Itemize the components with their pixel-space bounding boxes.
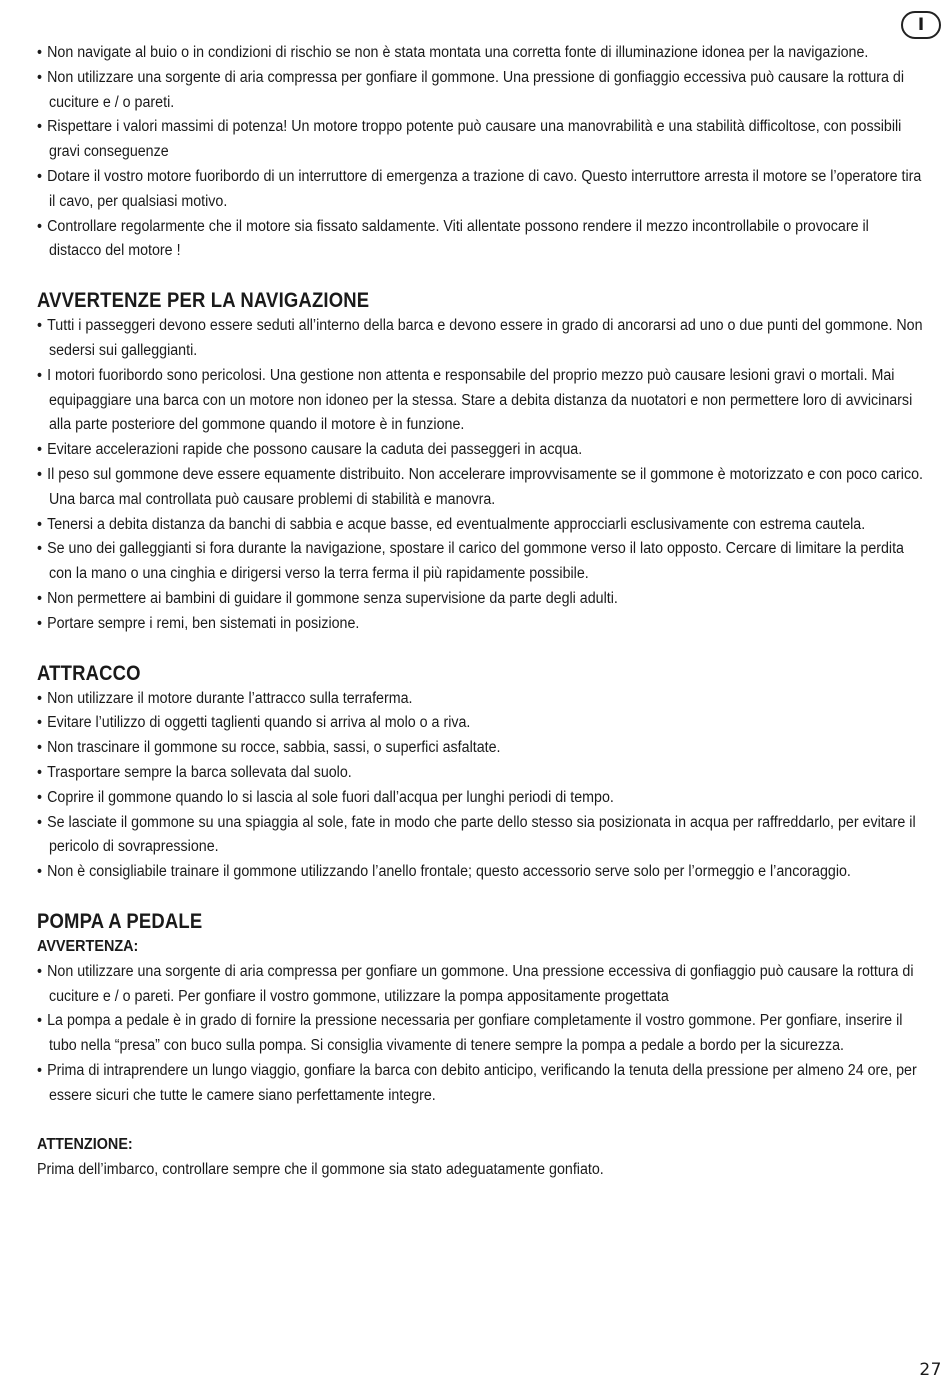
- list-item: • Non utilizzare il motore durante l’attracco sulla terraferma.: [37, 689, 413, 707]
- page-number: 27: [919, 1360, 942, 1380]
- list-item: • Non navigate al buio o in condizioni di rischio se non è stata montata una corretta fonte di illuminazione idonea per la navigazione.: [37, 44, 869, 61]
- list-item: • Dotare il vostro motore fuoribordo di un interruttore di emergenza a trazione di cavo. Questo interruttore arresta il motore se l’operatore tira il cavo, per qualsiasi motivo.: [37, 167, 922, 210]
- attention-text: Prima dell’imbarco, controllare sempre che il gommone sia stato adeguatamente gonfiato.: [37, 1161, 604, 1179]
- attention-label: ATTENZIONE:: [37, 1136, 133, 1154]
- list-item: • I motori fuoribordo sono pericolosi. Una gestione non attenta e responsabile del proprio mezzo può causare lesioni gravi o mortali. Mai equipaggiare una barca con un motore non idoneo per la stessa. Stare a debita distanza da nuotatori e non permettere loro di avvicinarsi alla parte posteriore del gommone quando il motore è in funzione.: [37, 366, 913, 434]
- list-item: • Controllare regolarmente che il motore sia fissato saldamente. Viti allentate possono rendere il mezzo incontrollabile o provocare il distacco del motore !: [37, 217, 869, 260]
- list-item: • Non utilizzare una sorgente di aria compressa per gonfiare un gommone. Una pressione eccessiva di gonfiaggio può causare la rottura di cuciture e / o pareti. Per gonfiare il vostro gommone, utilizzare la pompa appositamente progettata: [37, 962, 914, 1005]
- navigation-section: [37, 288, 923, 636]
- list-item: • Tenersi a debita distanza da banchi di sabbia e acque basse, ed eventualmente approcciarli esclusivamente con estrema cautela.: [37, 515, 866, 533]
- list-item: • Se uno dei galleggianti si fora durante la navigazione, spostare il carico del gommone verso il lato opposto. Cercare di limitare la perdita con la mano o una cinghia e dirigersi verso la terra ferma il più rapidamente possibile.: [37, 540, 904, 583]
- list-item: • Non è consigliabile trainare il gommone utilizzando l’anello frontale; questo accessorio serve solo per l’ormeggio e l’ancoraggio.: [37, 863, 851, 881]
- list-item: • Se lasciate il gommone su una spiaggia al sole, fate in modo che parte dello stesso sia posizionata in acqua per raffreddarlo, per evitare il pericolo di sovrapressione.: [37, 813, 916, 856]
- list-item: • Coprire il gommone quando lo si lascia al sole fuori dall’acqua per lunghi periodi di tempo.: [37, 788, 614, 806]
- section-title: POMPA A PEDALE: [37, 909, 203, 933]
- list-item: • Tutti i passeggeri devono essere seduti all’interno della barca e devono essere in grado di ancorarsi ad uno o due punti del gommone. Non sedersi sui galleggianti.: [37, 317, 923, 359]
- docking-section: [37, 661, 917, 885]
- section-title: AVVERTENZE PER LA NAVIGAZIONE: [37, 289, 370, 313]
- warning-label: AVVERTENZA:: [37, 937, 139, 955]
- list-item: • La pompa a pedale è in grado di fornire la pressione necessaria per gonfiare completamente il vostro gommone. Per gonfiare, inserire il tubo nella “presa” con buco sulla pompa. Si consiglia vivamente di tenere sempre la pompa a pedale a bordo per la sicurezza.: [37, 1012, 903, 1055]
- document-body: [37, 41, 923, 1183]
- intro-list: [37, 41, 922, 264]
- list-item: • Non utilizzare una sorgente di aria compressa per gonfiare il gommone. Una pressione di gonfiaggio eccessiva può causare la rottura di cuciture e / o pareti.: [37, 68, 904, 111]
- list-item: • Prima di intraprendere un lungo viaggio, gonfiare la barca con debito anticipo, verificando la tenuta della pressione per almeno 24 ore, per essere sicuri che tutte le camere siano perfettamente integre.: [37, 1061, 917, 1104]
- language-badge: I: [901, 11, 941, 39]
- list-item: • Evitare accelerazioni rapide che possono causare la caduta dei passeggeri in acqua.: [37, 441, 583, 459]
- section-title: ATTRACCO: [37, 661, 141, 685]
- pump-section: [37, 909, 917, 1183]
- list-item: • Non trascinare il gommone su rocce, sabbia, sassi, o superfici asfaltate.: [37, 739, 501, 757]
- list-item: • Evitare l’utilizzo di oggetti taglienti quando si arriva al molo o a riva.: [37, 714, 471, 732]
- list-item: • Trasportare sempre la barca sollevata dal suolo.: [37, 763, 352, 781]
- list-item: • Non permettere ai bambini di guidare il gommone senza supervisione da parte degli adulti.: [37, 589, 618, 607]
- list-item: • Rispettare i valori massimi di potenza! Un motore troppo potente può causare una manovrabilità e una stabilità difficoltose, con possibili gravi conseguenze: [37, 118, 902, 161]
- list-item: • Portare sempre i remi, ben sistemati in posizione.: [37, 614, 360, 632]
- list-item: • Il peso sul gommone deve essere equamente distribuito. Non accelerare improvvisamente se il gommone è motorizzato e con poco carico. Una barca mal controllata può causare problemi di stabilità e manovra.: [37, 465, 923, 508]
